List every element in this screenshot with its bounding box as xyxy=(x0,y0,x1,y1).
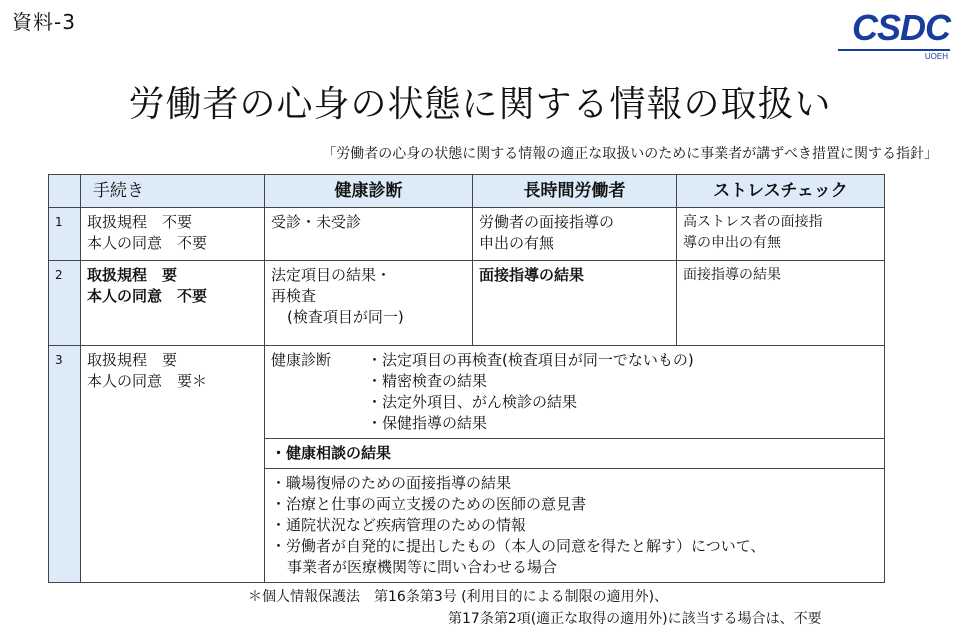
health-check-cell: 法定項目の結果・ 再検査 (検査項目が同一) xyxy=(265,261,473,346)
table-row xyxy=(49,261,885,346)
long-hours-cell: 面接指導の結果 xyxy=(473,261,677,346)
consultation-cell: ・健康相談の結果 xyxy=(265,439,885,469)
list-item: ・法定項目の再検査(検査項目が同一でないもの) xyxy=(367,351,694,369)
list-item: ・保健指導の結果 xyxy=(367,414,488,432)
table-row xyxy=(49,208,885,261)
info-handling-table xyxy=(48,174,885,583)
list-item: ・職場復帰のための面接指導の結果 xyxy=(271,474,512,492)
row-number: 3 xyxy=(49,346,81,583)
health-check-items-cell xyxy=(265,346,885,439)
list-item: ・治療と仕事の両立支援のための医師の意見書 xyxy=(271,495,587,513)
other-info-cell xyxy=(265,469,885,583)
health-check-label: 健康診断 xyxy=(271,351,332,369)
table-row xyxy=(49,346,885,439)
list-item: ・精密検査の結果 xyxy=(367,372,488,390)
long-hours-cell: 労働者の面接指導の 申出の有無 xyxy=(473,208,677,261)
logo-main-text: CSDC xyxy=(851,7,950,48)
footnote-line-2: 第17条第2項(適正な取得の適用外)に該当する場合は、不要 xyxy=(448,611,822,627)
health-check-cell: 受診・未受診 xyxy=(265,208,473,261)
logo-underline xyxy=(838,49,950,51)
csdc-logo xyxy=(838,8,950,60)
header-procedure: 手続き xyxy=(81,175,265,208)
row-number: 2 xyxy=(49,261,81,346)
row-number: 1 xyxy=(49,208,81,261)
header-num xyxy=(49,175,81,208)
header-health-check: 健康診断 xyxy=(265,175,473,208)
header-long-hours: 長時間労働者 xyxy=(473,175,677,208)
stress-check-cell: 高ストレス者の面接指 導の申出の有無 xyxy=(677,208,885,261)
table-header-row xyxy=(49,175,885,208)
procedure-cell: 取扱規程 要 本人の同意 要＊ xyxy=(81,346,265,583)
list-item: ・通院状況など疾病管理のための情報 xyxy=(271,516,527,534)
list-item: ・労働者が自発的に提出したもの（本人の同意を得たと解す）について、 xyxy=(271,537,766,555)
list-item: 事業者が医療機関等に問い合わせる場合 xyxy=(287,558,558,576)
document-ref-label: 資料‐3 xyxy=(12,10,76,34)
procedure-cell: 取扱規程 要 本人の同意 不要 xyxy=(81,261,265,346)
header-stress-check: ストレスチェック xyxy=(677,175,885,208)
stress-check-cell: 面接指導の結果 xyxy=(677,261,885,346)
page-title: 労働者の心身の状態に関する情報の取扱い xyxy=(128,84,832,125)
list-item: ・法定外項目、がん検診の結果 xyxy=(367,393,578,411)
logo-sub-text: UOEH xyxy=(924,52,948,61)
footnote-line-1: ＊個人情報保護法 第16条第3号 (利用目的による制限の適用外)、 xyxy=(248,589,669,605)
guideline-subtitle: 「労働者の心身の状態に関する情報の適正な取扱いのために事業者が講ずべき措置に関する指針」 xyxy=(322,146,938,162)
procedure-cell: 取扱規程 不要 本人の同意 不要 xyxy=(81,208,265,261)
